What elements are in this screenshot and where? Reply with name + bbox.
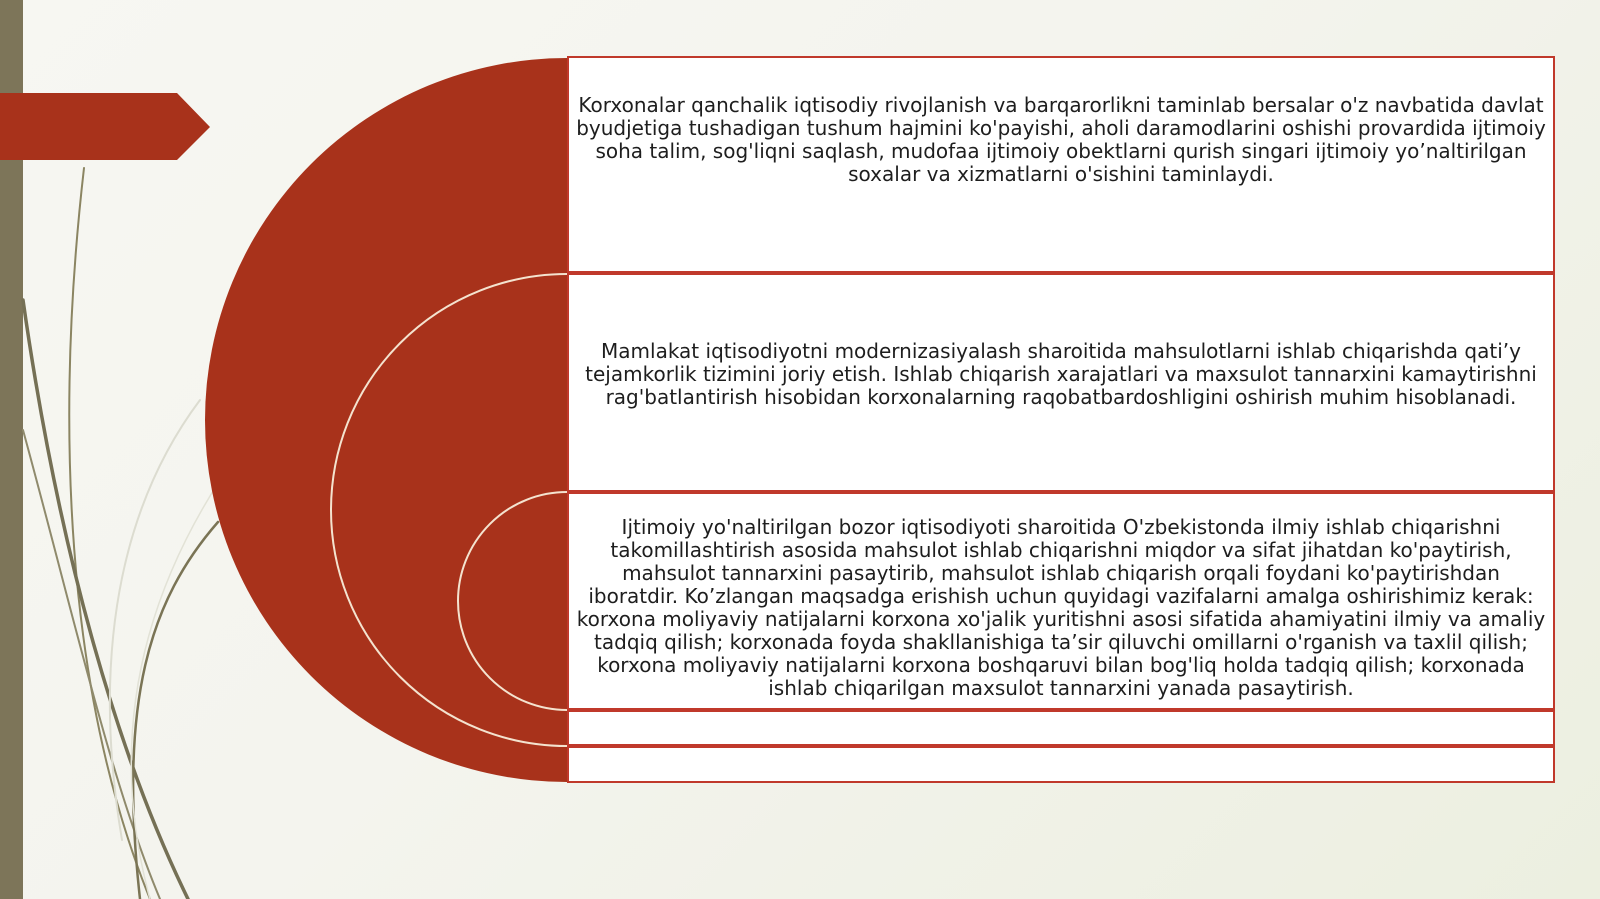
text-row-1 (567, 56, 1555, 273)
decor-curve (110, 400, 200, 840)
row-text: Korxonalar qanchalik iqtisodiy rivojlanish va barqarorlikni taminlab bersalar o'z navbatida davlat byudjetiga tushadigan tushum hajmini ko'payishi, aholi daramodlarini oshishi provardida ijtimoiy soha talim, sog'liqni saqlash, mudofaa ijtimoiy obektlarni qurish singari ijtimoiy yo’naltirilgan soxalar va xizmatlarni o'sishini taminlaydi. (576, 92, 1546, 186)
row-text: Ijtimoiy yo'naltirilgan bozor iqtisodiyoti sharoitida O'zbekistonda ilmiy ishlab chiqarishni takomillashtirish asosida mahsulot ishlab chiqarishni miqdor va sifat jihatdan ko'paytirish, mahsulot tannarxini pasaytirib, mahsulot ishlab chiqarish orqali foydani ko'paytirishdan iboratdir. Ko’zlangan maqsadga erishish uchun quyidagi vazifalarni amalga oshirishimiz kerak: korxona moliyaviy natijalarni korxona xo'jalik yuritishni asosi sifatida ahamiyatini ilmiy va amaliy tadqiq qilish; korxonada foyda shakllanishiga ta’sir qiluvchi omillarni o'rganish va taxlil qilish; korxona moliyaviy natijalarni korxona boshqaruvi bilan bog'liq holda tadqiq qilish; korxonada ishlab chiqarilgan maxsulot tannarxini yanada pasaytirish. (576, 515, 1546, 700)
decor-curve (23, 430, 160, 899)
decor-curve (23, 300, 188, 899)
decor-curve (69, 168, 150, 899)
decor-curve (133, 522, 218, 899)
semicircle-large (205, 58, 567, 782)
row-text: Mamlakat iqtisodiyotni modernizasiyalash sharoitida mahsulotlarni ishlab chiqarishda qati’y tejamkorlik tizimini joriy etish. Ishlab chiqarish xarajatlari va maxsulot tannarxini kamaytirishni rag'batlantirish hisobidan korxonalarning raqobatbardoshligini oshirish muhim hisoblanadi. (585, 339, 1537, 409)
text-row-3 (567, 492, 1555, 710)
text-row-4 (567, 710, 1555, 746)
text-row-5 (567, 746, 1555, 783)
decor-curve (131, 480, 220, 899)
arrow-ribbon (0, 93, 210, 160)
text-row-2 (567, 273, 1555, 492)
